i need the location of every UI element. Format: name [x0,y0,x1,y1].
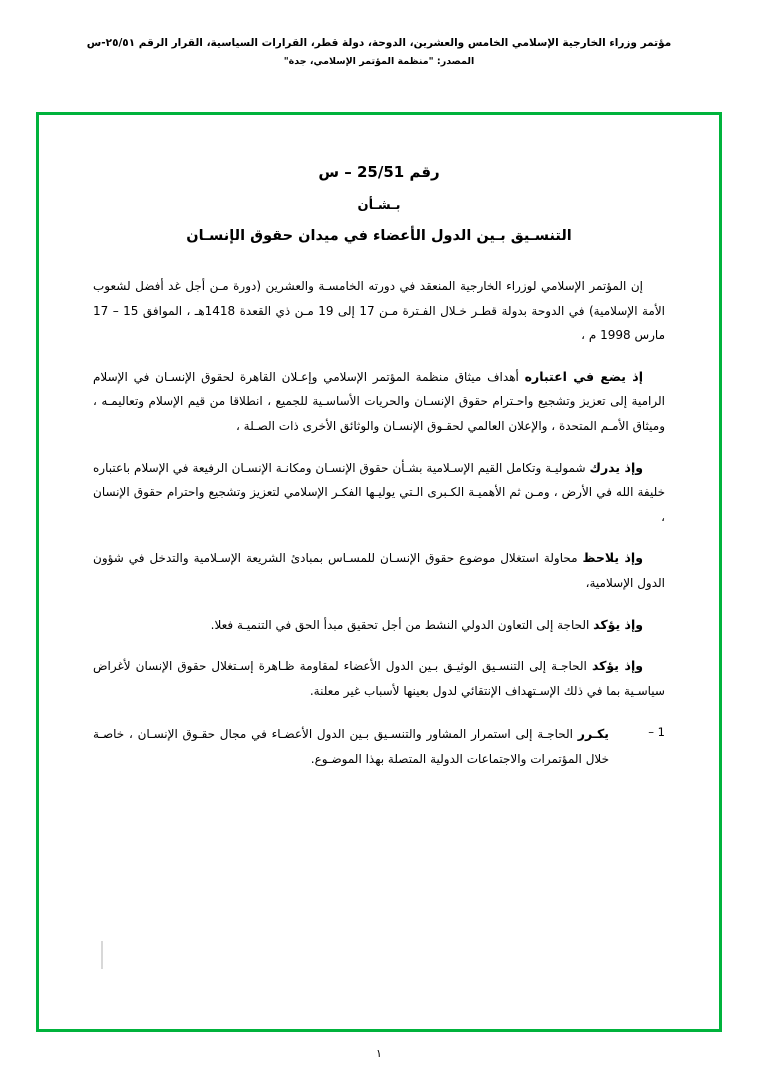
paragraph-text: الحاجة إلى التعاون الدولي النشط من أجل تحقيق مبدأ الحق في التنميـة فعلا. [210,617,594,632]
paragraph-text: إن المؤتمر الإسلامي لوزراء الخارجية المنعقد في دورته الخامسـة والعشرين (دورة مـن أجل غد أفضل لشعوب الأمة الإسلامية) في الدوحة بدولة قطـر خـلال الفـترة مـن 17 إلى 19 مـن ذي القعدة 1418هـ ، الموافق 15 – 17 مارس 1998 م ، [93,279,665,343]
page-header [0,36,758,69]
paragraph-affirming-two [93,653,665,703]
paragraph-noting [93,545,665,595]
paragraph-preamble [93,274,665,348]
about-label: بـشـأن [357,198,401,213]
header-conference-line: مؤتمر وزراء الخارجية الإسلامي الخامس والعشرين، الدوحة، دولة قطر، القرارات السياسية، القرار الرقم ٢٥/٥١-س [86,37,672,49]
paragraph-text: أهداف ميثاق منظمة المؤتمر الإسلامي وإعـلان القاهرة لحقوق الإنسـان في الإسلام الرامية إلى تعزيز وتشجيع واحـترام حقوق الإنسـان والحريات الأساسـية للجميع ، انطلاقا من قيم الإسلام وتعاليمـه ، وميثاق الأمـم المتحدة ، والإعلان العالمي لحقـوق الإنسـان والوثائق الأخرى ذات الصـلة ، [93,369,665,433]
paragraph-text: محاولة استغلال موضوع حقوق الإنسـان للمسـاس بمبادئ الشريعة الإسـلامية والتدخل في شؤون الدول الإسلامية، [93,551,665,591]
title-block [93,163,665,244]
paragraph-lead: وإذ يؤكد [591,658,644,674]
paragraph-affirming-one [93,612,665,638]
green-border-frame [36,112,722,1032]
document-content [39,115,719,1029]
header-source-line: المصدر: "منظمة المؤتمر الإسلامي، جدة" [283,55,475,67]
item-text: الحاجـة إلى استمرار المشاور والتنسـيق بـين الدول الأعضـاء في مجال حقـوق الإنسـان ، خاصـة خلال المؤتمرات والاجتماعات الدولية المتصلة بهذا الموضـوع. [93,727,609,767]
resolution-number: رقم 25/51 – س [318,163,440,181]
paragraph-lead: وإذ يدرك [589,459,644,475]
paragraph-text: الحاجـة إلى التنسـيق الوثيـق بـين الدول الأعضاء لمقاومة ظـاهرة إسـتغلال حقوق الإنسان لأغراض سياسـية بما في ذلك الإسـتهداف الإنتقائي لدول بعينها لأسباب غير معلنة. [93,659,665,698]
numbered-item-1 [93,721,665,771]
margin-mark [101,941,103,969]
item-number: 1 – [648,725,665,740]
paragraph-lead: وإذ يؤكد [593,616,643,632]
paragraph-realizing [93,455,665,530]
page-number: ١ [376,1047,382,1060]
paragraph-lead: إذ يضع في اعتباره [524,368,643,384]
paragraph-lead: وإذ يلاحظ [582,550,643,566]
item-body [93,721,609,771]
resolution-subject: التنسـيق بـين الدول الأعضاء في ميدان حقوق الإنسـان [186,228,572,244]
item-lead: يكـرر [577,726,609,742]
page-footer [0,1047,758,1060]
paragraph-text: شموليـة وتكامل القيم الإسـلامية بشـأن حقوق الإنسـان ومكانـة الإنسـان الرفيعة في الإسلام باعتباره خليفة الله في الأرض ، ومـن ثم الأهميـة الكـبرى الـتي يوليـها الفكـر الإسلامي لتعزيز وتشجيع واحترام حقوق الإنسان ، [93,460,665,524]
paragraph-considering [93,364,665,439]
